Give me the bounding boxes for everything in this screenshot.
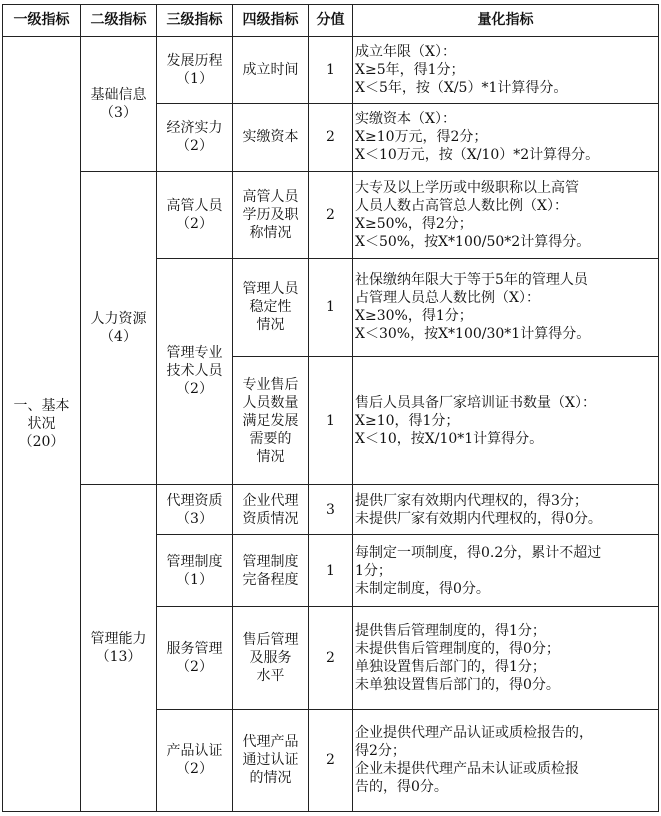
score-cell: 2	[309, 104, 353, 172]
level1-cell	[3, 36, 81, 811]
level3-cell	[157, 607, 233, 709]
score-cell: 2	[309, 709, 353, 811]
level3-line: 代理资质	[166, 492, 223, 509]
level3-line: 技术人员	[166, 363, 223, 380]
level4-cell	[233, 709, 309, 811]
quant-line: 未制定制度，得0分。	[355, 580, 490, 597]
level3-line: （2）	[176, 658, 213, 675]
level4-line: 人员数量	[242, 394, 299, 411]
header-row	[3, 5, 659, 37]
quant-line: X＜50%，按X*100/50*2计算得分。	[355, 233, 591, 250]
quant-line: 告的，得0分。	[355, 779, 448, 796]
header-level4: 四级指标	[233, 5, 309, 37]
score-cell: 1	[309, 36, 353, 104]
score-cell: 1	[309, 356, 353, 485]
level4-cell	[233, 607, 309, 709]
header-level1: 一级指标	[3, 5, 81, 37]
quant-cell	[353, 535, 659, 607]
level4-line: 情况	[256, 448, 285, 465]
level4-line: 稳定性	[249, 299, 292, 316]
quant-line: X≥5年，得1分；	[355, 61, 465, 78]
level3-cell	[157, 485, 233, 535]
level4-line: 完备程度	[242, 571, 299, 588]
quant-line: 人员人数占高管总人数比例（X）：	[355, 197, 568, 214]
level4-line: 资质情况	[242, 510, 299, 527]
quant-line: 提供厂家有效期内代理权的，得3分；	[355, 492, 588, 509]
level1-line: 状况	[27, 415, 56, 432]
quant-cell	[353, 104, 659, 172]
level3-line: （2）	[176, 381, 213, 398]
quant-line: 得2分；	[355, 743, 406, 760]
quant-line: 售后人员具备厂家培训证书数量（X）：	[355, 394, 596, 411]
score-cell: 1	[309, 535, 353, 607]
level1-line: （20）	[18, 433, 65, 450]
level4-cell	[233, 171, 309, 258]
table-row	[3, 171, 659, 258]
quant-line: 未单独设置售后部门的，得0分。	[355, 676, 560, 693]
level2-cell-mgmt	[81, 485, 157, 812]
level1-line: 一、基本	[13, 397, 70, 414]
level4-line: 情况	[256, 317, 285, 334]
quant-line: 社保缴纳年限大于等于5年的管理人员	[355, 272, 588, 289]
level4-line: 及服务	[249, 649, 292, 666]
quant-cell	[353, 709, 659, 811]
quant-line: X＜5年，按（X/5）*1计算得分。	[355, 79, 568, 96]
level3-line: 管理专业	[166, 345, 223, 362]
level3-line: 管理制度	[166, 553, 223, 570]
level3-cell	[157, 258, 233, 485]
header-level2: 二级指标	[81, 5, 157, 37]
level4-line: 满足发展	[242, 412, 299, 429]
scoring-table	[2, 4, 659, 812]
level3-line: 发展历程	[166, 52, 223, 69]
level3-cell	[157, 104, 233, 172]
table-row	[3, 36, 659, 104]
level3-line: 高管人员	[166, 197, 223, 214]
level4-line: 水平	[256, 667, 285, 684]
level3-line: （2）	[176, 215, 213, 232]
level2-score: （13）	[95, 649, 142, 666]
quant-cell	[353, 36, 659, 104]
level4-line: 实缴资本	[242, 129, 299, 146]
header-level3: 三级指标	[157, 5, 233, 37]
table-row	[3, 485, 659, 535]
level4-line: 企业代理	[242, 492, 299, 509]
quant-line: 实缴资本（X）：	[355, 111, 456, 128]
quant-line: 企业提供代理产品认证或质检报告的，	[355, 725, 593, 742]
quant-line: 提供售后管理制度的，得1分；	[355, 622, 546, 639]
level4-line: 称情况	[249, 224, 292, 241]
level4-line: 管理制度	[242, 553, 299, 570]
level4-cell	[233, 356, 309, 485]
level4-line: 通过认证	[242, 752, 299, 769]
quant-cell	[353, 258, 659, 356]
level4-line: 代理产品	[242, 734, 299, 751]
level3-line: 产品认证	[166, 743, 223, 760]
level3-line: （1）	[176, 571, 213, 588]
quant-line: 大专及以上学历或中级职称以上高管	[355, 179, 579, 196]
quant-line: X≥10，得1分；	[355, 412, 460, 429]
level4-cell	[233, 485, 309, 535]
quant-line: 单独设置售后部门的，得1分；	[355, 658, 546, 675]
header-score: 分值	[309, 5, 353, 37]
score-cell: 1	[309, 258, 353, 356]
level3-cell	[157, 535, 233, 607]
level4-line: 专业售后	[242, 376, 299, 393]
level4-cell	[233, 36, 309, 104]
score-cell: 2	[309, 171, 353, 258]
level4-cell	[233, 535, 309, 607]
level3-line: （1）	[176, 70, 213, 87]
level2-score: （3）	[100, 104, 137, 121]
quant-line: X≥30%，得1分；	[355, 308, 473, 325]
level2-name: 管理能力	[90, 631, 147, 648]
level3-line: （2）	[176, 138, 213, 155]
level2-cell-basic-info	[81, 36, 157, 171]
level3-line: 经济实力	[166, 120, 223, 137]
level4-line: 的情况	[249, 770, 292, 787]
quant-cell	[353, 356, 659, 485]
level4-line: 成立时间	[242, 61, 299, 78]
quant-cell	[353, 485, 659, 535]
level4-line: 学历及职	[242, 206, 299, 223]
quant-line: 1分；	[355, 562, 392, 579]
level3-cell	[157, 709, 233, 811]
quant-line: X＜30%，按X*100/30*1计算得分。	[355, 326, 591, 343]
level3-line: （3）	[176, 510, 213, 527]
quant-line: 占管理人员总人数比例（X）：	[355, 290, 540, 307]
quant-line: 未提供厂家有效期内代理权的，得0分。	[355, 510, 602, 527]
quant-cell	[353, 171, 659, 258]
quant-line: X≥10万元，得2分；	[355, 129, 488, 146]
score-cell: 3	[309, 485, 353, 535]
quant-line: 企业未提供代理产品未认证或质检报	[355, 761, 579, 778]
level3-cell	[157, 171, 233, 258]
quant-line: X≥50%，得2分；	[355, 215, 473, 232]
level2-cell-hr	[81, 171, 157, 485]
header-quant: 量化指标	[353, 5, 659, 37]
quant-line: 每制定一项制度，得0.2分，累计不超过	[355, 544, 602, 561]
quant-line: 成立年限（X）：	[355, 43, 456, 60]
quant-cell	[353, 607, 659, 709]
level4-cell	[233, 258, 309, 356]
score-cell: 2	[309, 607, 353, 709]
level2-score: （4）	[100, 328, 137, 345]
level3-cell	[157, 36, 233, 104]
level2-name: 基础信息	[90, 86, 147, 103]
level3-line: （2）	[176, 761, 213, 778]
quant-line: X＜10万元，按（X/10）*2计算得分。	[355, 147, 600, 164]
level4-line: 售后管理	[242, 631, 299, 648]
quant-line: X＜10，按X/10*1计算得分。	[355, 430, 544, 447]
level4-line: 高管人员	[242, 188, 299, 205]
level4-cell	[233, 104, 309, 172]
level4-line: 管理人员	[242, 281, 299, 298]
level4-line: 需要的	[249, 430, 292, 447]
quant-line: 未提供售后管理制度的，得0分；	[355, 640, 560, 657]
level3-line: 服务管理	[166, 640, 223, 657]
level2-name: 人力资源	[90, 310, 147, 327]
